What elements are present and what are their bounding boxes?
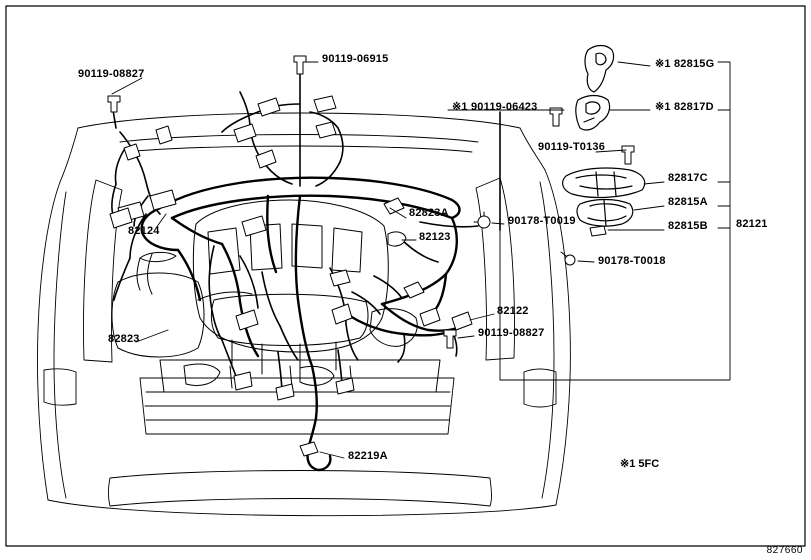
label-82121: 82121 (736, 218, 768, 230)
label-90119-T0136: 90119-T0136 (538, 141, 606, 153)
label-82817D: ※1 82817D (655, 101, 714, 113)
label-82124: 82124 (128, 225, 160, 237)
label-82122: 82122 (497, 305, 529, 317)
label-90119-06423: ※1 90119-06423 (452, 101, 538, 113)
label-82815B: 82815B (668, 220, 708, 232)
label-82123: 82123 (419, 231, 451, 243)
label-90178-T0018: 90178-T0018 (598, 255, 666, 267)
footnote-marker: ※1 5FC (620, 458, 660, 470)
label-82823A: 82823A (409, 207, 449, 219)
label-82815A: 82815A (668, 196, 708, 208)
figure-code: 827660 (766, 545, 803, 556)
label-82823: 82823 (108, 333, 140, 345)
label-90119-06915: 90119-06915 (322, 53, 389, 65)
label-90178-T0019: 90178-T0019 (508, 215, 576, 227)
label-82815G: ※1 82815G (655, 58, 715, 70)
label-82219A: 82219A (348, 450, 388, 462)
label-90119-08827-bottom: 90119-08827 (478, 327, 545, 339)
label-82817C: 82817C (668, 172, 708, 184)
label-90119-08827-top: 90119-08827 (78, 68, 145, 80)
